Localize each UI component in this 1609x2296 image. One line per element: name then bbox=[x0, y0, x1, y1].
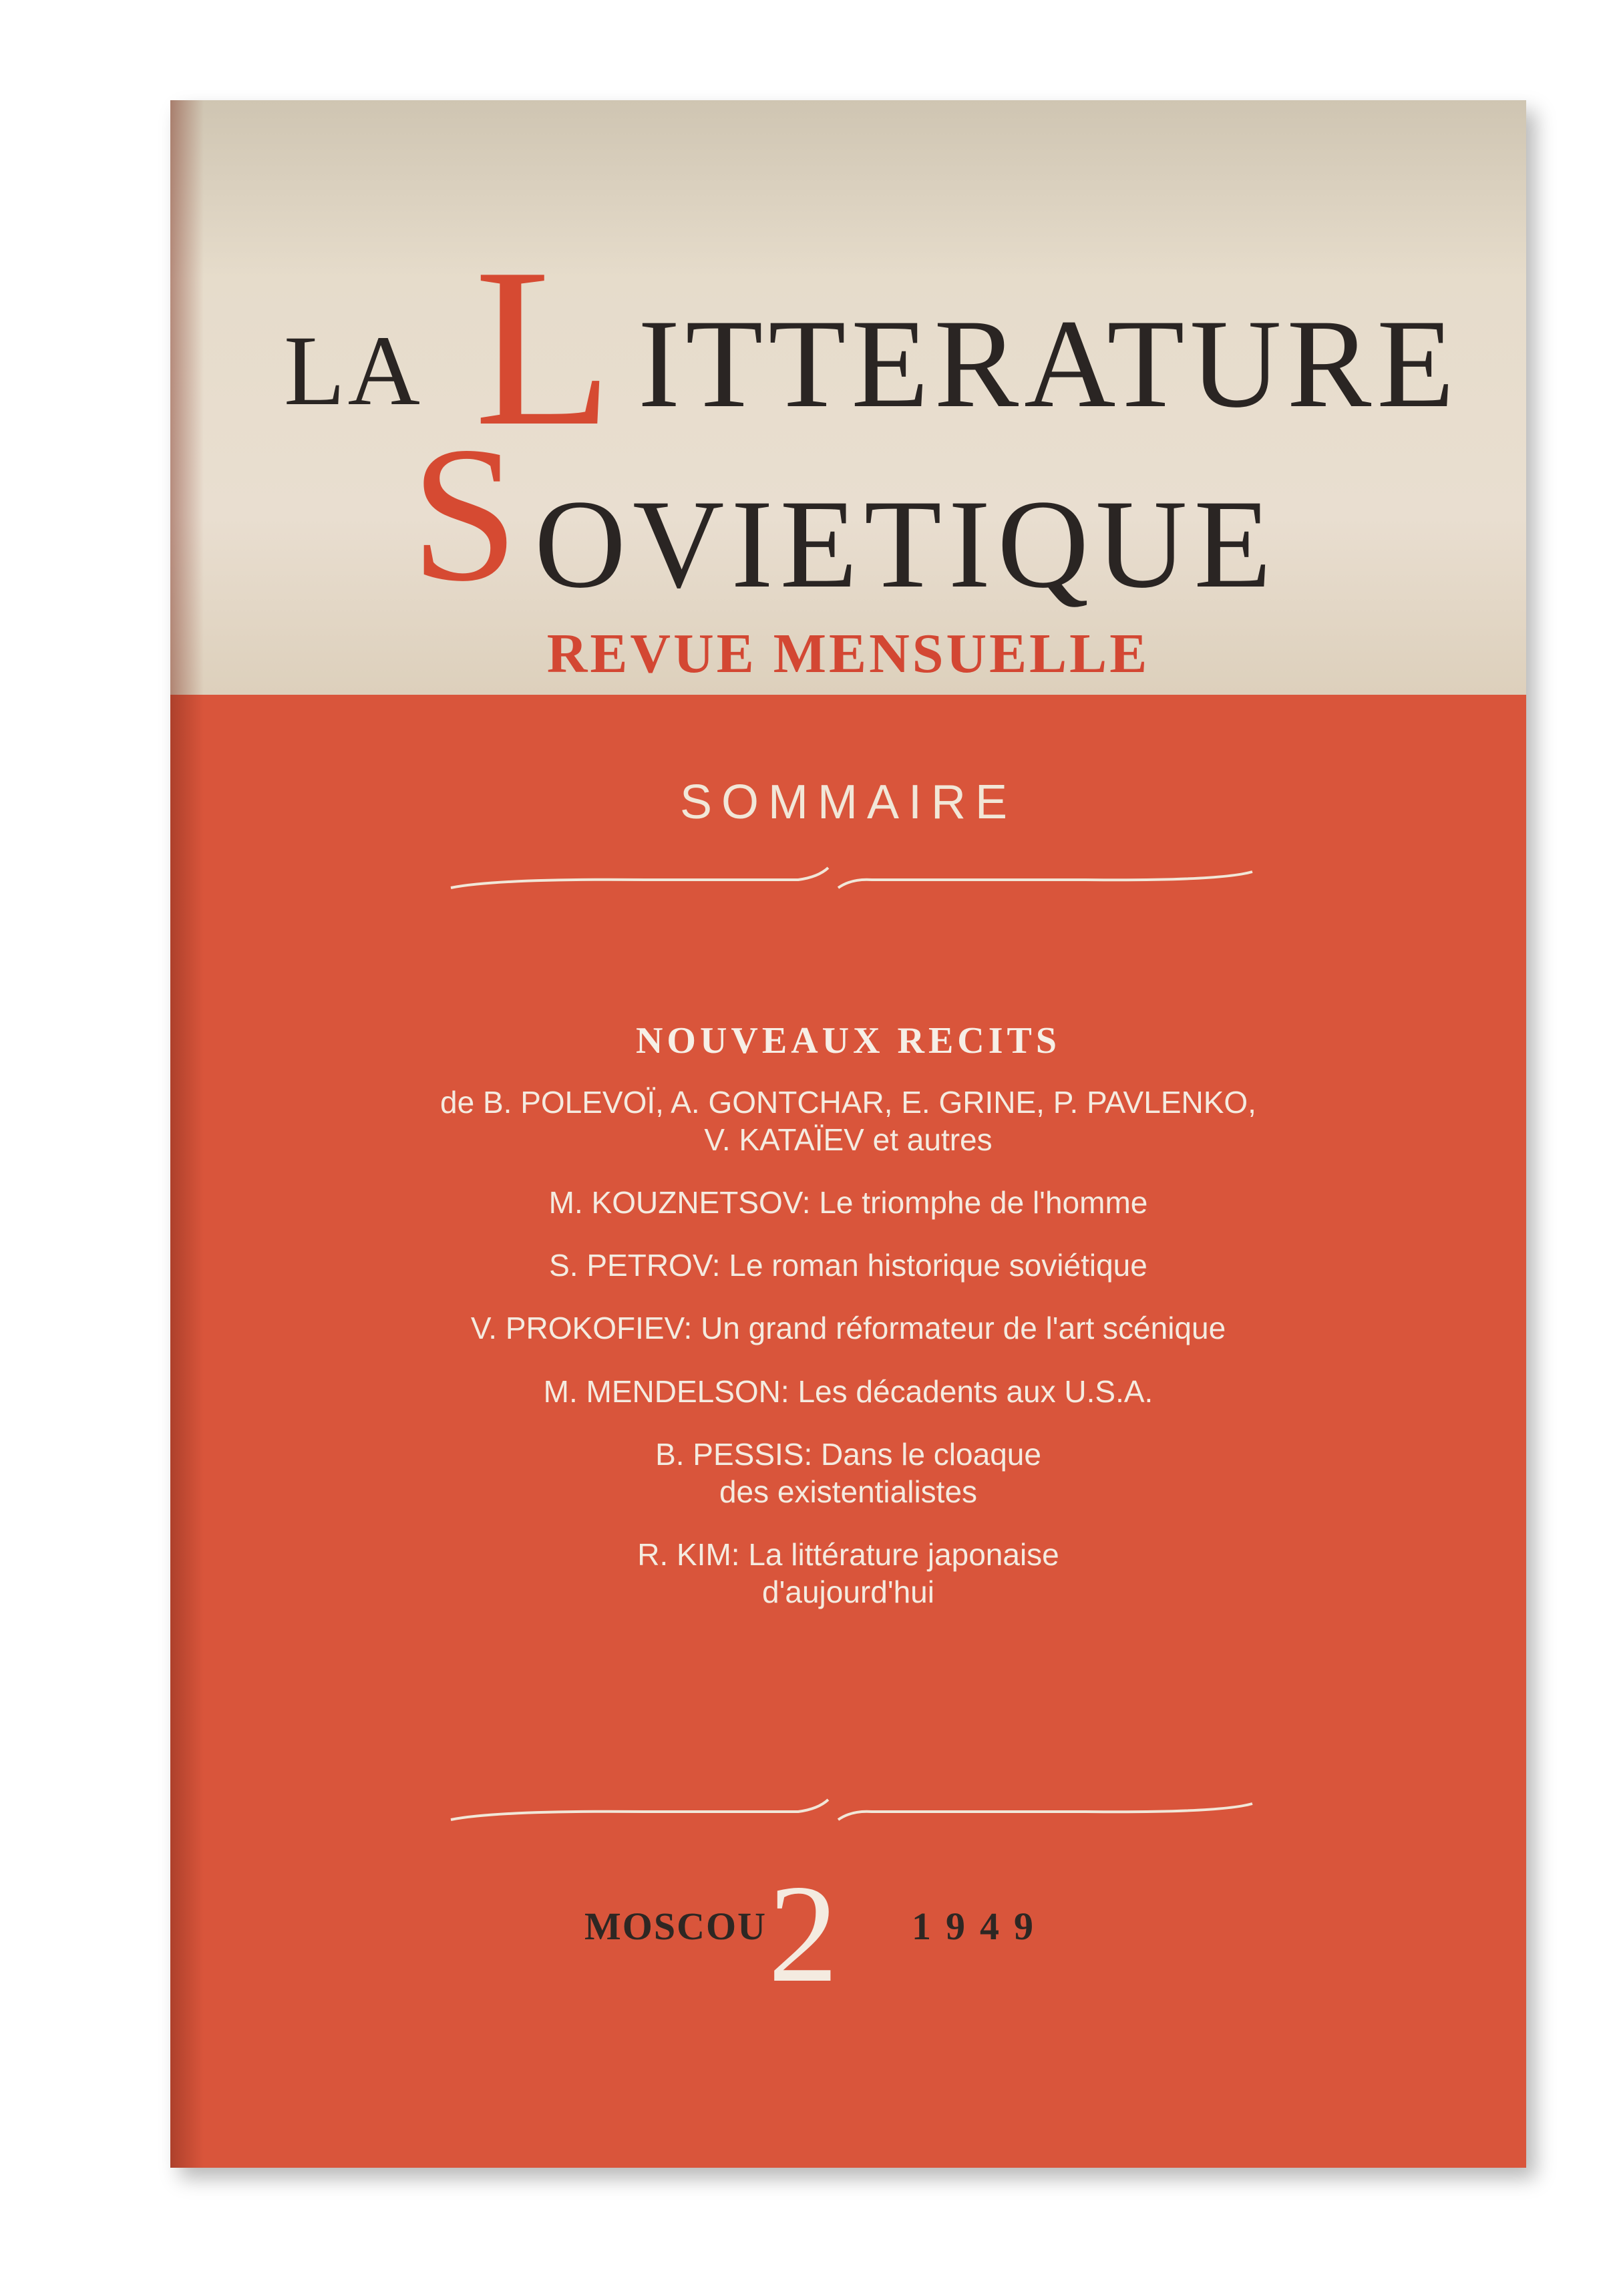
toc-entry: M. KOUZNETSOV: Le triomphe de l'homme bbox=[548, 1185, 1148, 1220]
toc-entry: des existentialistes bbox=[719, 1474, 978, 1509]
title-la: LA bbox=[284, 315, 423, 426]
sommaire-heading: SOMMAIRE bbox=[679, 776, 1017, 829]
table-of-contents bbox=[170, 1022, 1526, 1636]
imprint bbox=[170, 1856, 1526, 2024]
issue-number: 2 bbox=[768, 1856, 838, 2011]
toc-entry: S. PETROV: Le roman historique soviétique bbox=[549, 1248, 1147, 1283]
section-heading: NOUVEAUX RECITS bbox=[635, 1020, 1061, 1061]
title-litterature: ITTERATURE bbox=[638, 294, 1460, 434]
title-s-initial: S bbox=[411, 407, 519, 621]
title-sovietique: OVIETIQUE bbox=[534, 474, 1278, 615]
toc-entry: B. PESSIS: Dans le cloaque bbox=[655, 1436, 1041, 1472]
toc-entry: V. KATAÏEV et autres bbox=[704, 1122, 993, 1158]
ornamental-divider-top bbox=[444, 858, 1259, 898]
title-l-initial: L bbox=[474, 221, 613, 473]
toc-entry: de B. POLEVOÏ, A. GONTCHAR, E. GRINE, P. PAVLENKO, bbox=[440, 1085, 1256, 1120]
toc-entry: V. PROKOFIEV: Un grand réformateur de l'art scénique bbox=[470, 1311, 1226, 1346]
toc-entry: d'aujourd'hui bbox=[762, 1574, 934, 1609]
city: MOSCOU bbox=[584, 1905, 767, 1948]
subtitle: REVUE MENSUELLE bbox=[546, 623, 1150, 685]
year: 1949 bbox=[912, 1905, 1048, 1948]
toc-entry: R. KIM: La littérature japonaise bbox=[637, 1536, 1059, 1572]
ornamental-divider-bottom bbox=[444, 1790, 1259, 1830]
toc-entry: M. MENDELSON: Les décadents aux U.S.A. bbox=[543, 1373, 1153, 1409]
magazine-cover bbox=[170, 100, 1526, 2168]
